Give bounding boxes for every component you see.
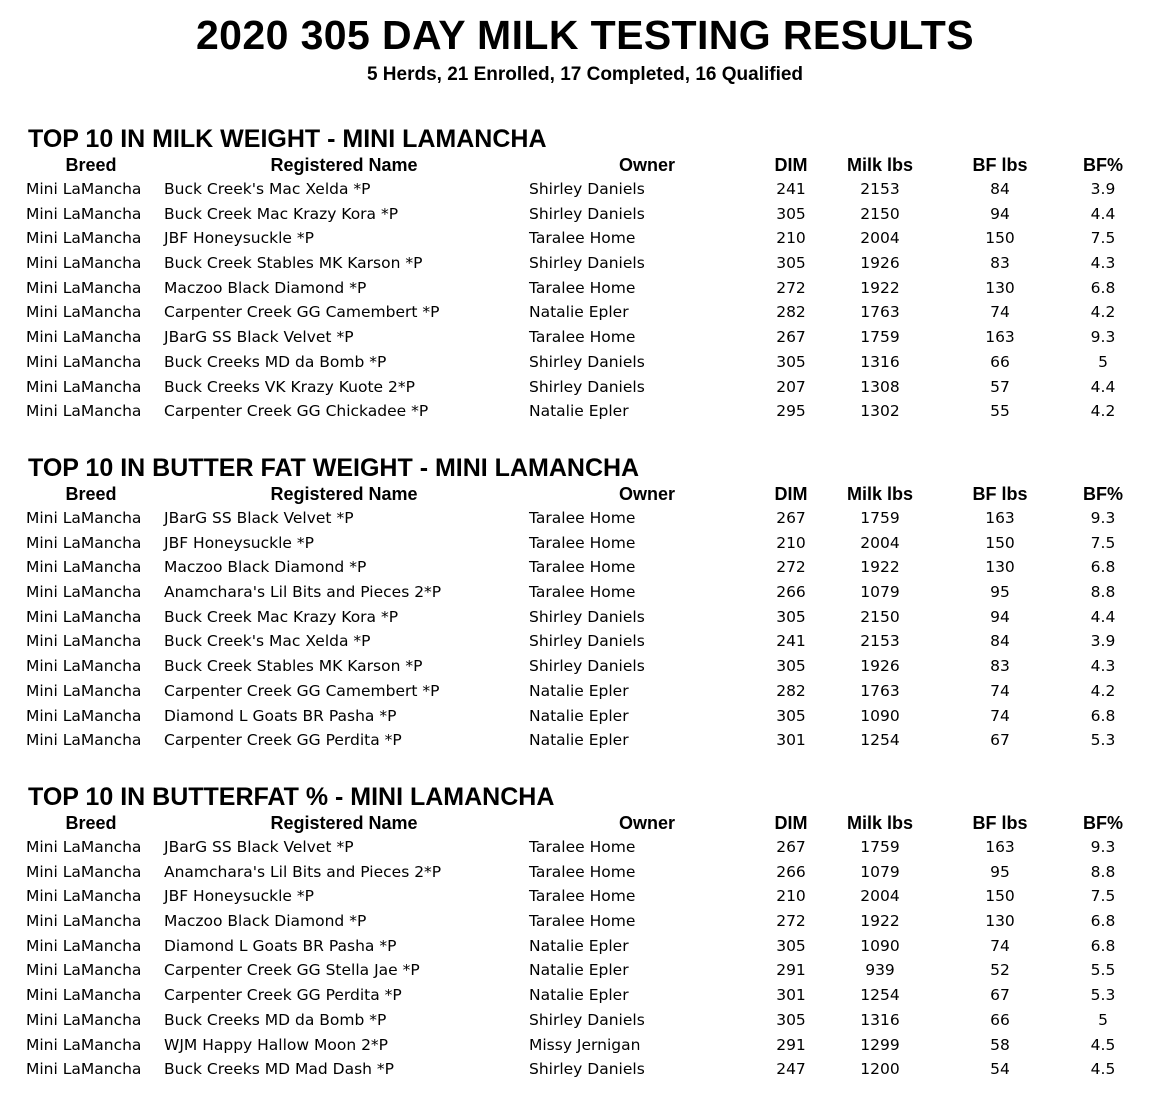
cell-bf-lbs: 150	[985, 887, 1015, 906]
cell-breed: Mini LaMancha	[26, 204, 142, 223]
section-title: TOP 10 IN MILK WEIGHT - MINI LAMANCHA	[28, 125, 547, 153]
cell-milk-lbs: 1922	[860, 912, 900, 931]
cell-bf-lbs: 94	[990, 607, 1010, 626]
cell-bf-lbs: 130	[985, 278, 1015, 297]
cell-breed: Mini LaMancha	[26, 706, 142, 725]
table-row	[0, 1008, 1170, 1033]
cell-milk-lbs: 1759	[860, 328, 900, 347]
cell-owner: Taralee Home	[529, 509, 636, 527]
column-header-bf-lbs: BF lbs	[972, 155, 1028, 175]
cell-milk-lbs: 2153	[860, 180, 900, 198]
cell-dim: 266	[776, 862, 806, 881]
cell-bf-percent: 7.5	[1090, 887, 1116, 906]
table-row	[0, 983, 1170, 1008]
table-row	[0, 909, 1170, 934]
cell-registered-name: Carpenter Creek GG Camembert *P	[164, 681, 440, 700]
cell-registered-name: JBF Honeysuckle *P	[164, 887, 314, 906]
cell-milk-lbs: 1302	[860, 402, 900, 421]
cell-dim: 291	[776, 961, 806, 980]
cell-bf-lbs: 66	[990, 352, 1010, 371]
cell-owner: Shirley Daniels	[529, 1010, 645, 1029]
cell-owner: Shirley Daniels	[529, 1060, 645, 1079]
section-title: TOP 10 IN BUTTER FAT WEIGHT - MINI LAMANCHA	[28, 454, 640, 482]
cell-milk-lbs: 2004	[860, 533, 900, 552]
section-title: TOP 10 IN BUTTERFAT % - MINI LAMANCHA	[28, 783, 555, 811]
cell-owner: Taralee Home	[529, 887, 636, 906]
cell-owner: Taralee Home	[529, 533, 636, 552]
cell-registered-name: WJM Happy Hallow Moon 2*P	[164, 1035, 389, 1054]
cell-milk-lbs: 1079	[860, 583, 900, 602]
column-header-breed: Breed	[65, 155, 117, 175]
cell-owner: Taralee Home	[529, 912, 636, 931]
cell-breed: Mini LaMancha	[26, 838, 142, 856]
cell-owner: Taralee Home	[529, 558, 636, 577]
cell-dim: 267	[776, 328, 806, 347]
cell-milk-lbs: 2153	[860, 632, 900, 651]
table-row	[0, 555, 1170, 580]
cell-bf-percent: 4.2	[1090, 303, 1116, 322]
cell-bf-lbs: 55	[990, 402, 1010, 421]
column-header-dim: DIM	[774, 155, 808, 175]
table-row	[0, 835, 1170, 860]
cell-owner: Shirley Daniels	[529, 632, 645, 651]
cell-breed: Mini LaMancha	[26, 731, 142, 750]
cell-milk-lbs: 1759	[860, 509, 900, 527]
table-body	[0, 177, 1170, 424]
cell-breed: Mini LaMancha	[26, 254, 142, 273]
cell-dim: 241	[776, 180, 806, 198]
cell-dim: 301	[776, 731, 806, 750]
cell-bf-percent: 4.3	[1090, 254, 1116, 273]
cell-bf-percent: 3.9	[1090, 180, 1116, 198]
cell-registered-name: Diamond L Goats BR Pasha *P	[164, 936, 397, 955]
column-header-dim: DIM	[774, 484, 808, 504]
cell-bf-percent: 4.4	[1090, 607, 1116, 626]
table-body	[0, 506, 1170, 753]
column-header-registered-name: Registered Name	[270, 484, 418, 504]
cell-owner: Shirley Daniels	[529, 657, 645, 676]
cell-dim: 267	[776, 509, 806, 527]
cell-owner: Taralee Home	[529, 583, 636, 602]
cell-registered-name: Maczoo Black Diamond *P	[164, 912, 367, 931]
cell-dim: 210	[776, 229, 806, 248]
cell-owner: Shirley Daniels	[529, 204, 645, 223]
cell-bf-percent: 8.8	[1090, 862, 1116, 881]
cell-milk-lbs: 1759	[860, 838, 900, 856]
cell-milk-lbs: 1090	[860, 706, 900, 725]
cell-registered-name: Carpenter Creek GG Chickadee *P	[164, 402, 429, 421]
section-milk-weight	[0, 124, 1170, 434]
cell-bf-percent: 9.3	[1090, 838, 1116, 856]
cell-bf-percent: 4.2	[1090, 681, 1116, 700]
cell-registered-name: Buck Creeks MD da Bomb *P	[164, 1010, 387, 1029]
cell-breed: Mini LaMancha	[26, 533, 142, 552]
cell-dim: 207	[776, 377, 806, 396]
cell-breed: Mini LaMancha	[26, 1035, 142, 1054]
cell-breed: Mini LaMancha	[26, 180, 142, 198]
cell-breed: Mini LaMancha	[26, 1010, 142, 1029]
table-row	[0, 728, 1170, 753]
cell-registered-name: JBarG SS Black Velvet *P	[164, 328, 354, 347]
cell-owner: Natalie Epler	[529, 731, 629, 750]
table-row	[0, 506, 1170, 531]
cell-bf-percent: 9.3	[1090, 328, 1116, 347]
cell-dim: 267	[776, 838, 806, 856]
column-header-owner: Owner	[618, 484, 675, 504]
cell-bf-lbs: 163	[985, 838, 1015, 856]
cell-milk-lbs: 1254	[860, 986, 900, 1005]
table-row	[0, 934, 1170, 959]
cell-bf-lbs: 95	[990, 862, 1010, 881]
table-row	[0, 704, 1170, 729]
cell-registered-name: Maczoo Black Diamond *P	[164, 278, 367, 297]
table-row	[0, 202, 1170, 227]
cell-bf-lbs: 94	[990, 204, 1010, 223]
cell-bf-percent: 6.8	[1090, 706, 1116, 725]
cell-registered-name: JBF Honeysuckle *P	[164, 229, 314, 248]
cell-bf-percent: 5	[1098, 1010, 1108, 1029]
cell-dim: 305	[776, 657, 806, 676]
cell-registered-name: Buck Creeks MD Mad Dash *P	[164, 1060, 395, 1079]
cell-bf-lbs: 67	[990, 986, 1010, 1005]
cell-registered-name: Buck Creek's Mac Xelda *P	[164, 632, 371, 651]
table-row	[0, 251, 1170, 276]
cell-bf-lbs: 74	[990, 303, 1010, 322]
cell-breed: Mini LaMancha	[26, 377, 142, 396]
cell-breed: Mini LaMancha	[26, 583, 142, 602]
cell-owner: Shirley Daniels	[529, 254, 645, 273]
table-row	[0, 860, 1170, 885]
cell-breed: Mini LaMancha	[26, 862, 142, 881]
cell-dim: 305	[776, 352, 806, 371]
cell-registered-name: Maczoo Black Diamond *P	[164, 558, 367, 577]
cell-dim: 241	[776, 632, 806, 651]
cell-breed: Mini LaMancha	[26, 402, 142, 421]
cell-registered-name: JBarG SS Black Velvet *P	[164, 509, 354, 527]
cell-bf-percent: 4.5	[1090, 1060, 1116, 1079]
column-header-registered-name: Registered Name	[270, 155, 418, 175]
cell-breed: Mini LaMancha	[26, 558, 142, 577]
cell-dim: 295	[776, 402, 806, 421]
column-header-bf-lbs: BF lbs	[972, 484, 1028, 504]
cell-bf-lbs: 83	[990, 254, 1010, 273]
cell-owner: Missy Jernigan	[529, 1035, 641, 1054]
cell-dim: 272	[776, 558, 806, 577]
cell-bf-lbs: 52	[990, 961, 1010, 980]
cell-dim: 272	[776, 278, 806, 297]
table-row	[0, 399, 1170, 424]
table-row	[0, 531, 1170, 556]
cell-dim: 305	[776, 706, 806, 725]
cell-milk-lbs: 2150	[860, 607, 900, 626]
table-row	[0, 654, 1170, 679]
cell-registered-name: Buck Creeks MD da Bomb *P	[164, 352, 387, 371]
cell-owner: Natalie Epler	[529, 961, 629, 980]
cell-registered-name: Buck Creeks VK Krazy Kuote 2*P	[164, 377, 415, 396]
table-body	[0, 835, 1170, 1082]
cell-milk-lbs: 1254	[860, 731, 900, 750]
cell-bf-lbs: 74	[990, 706, 1010, 725]
cell-bf-percent: 6.8	[1090, 936, 1116, 955]
cell-owner: Natalie Epler	[529, 681, 629, 700]
cell-owner: Shirley Daniels	[529, 352, 645, 371]
cell-registered-name: Buck Creek's Mac Xelda *P	[164, 180, 371, 198]
cell-bf-lbs: 67	[990, 731, 1010, 750]
cell-bf-lbs: 74	[990, 681, 1010, 700]
table-row	[0, 580, 1170, 605]
cell-bf-percent: 4.2	[1090, 402, 1116, 421]
cell-registered-name: Anamchara's Lil Bits and Pieces 2*P	[164, 583, 442, 602]
cell-breed: Mini LaMancha	[26, 352, 142, 371]
cell-bf-lbs: 74	[990, 936, 1010, 955]
table-row	[0, 276, 1170, 301]
cell-registered-name: Diamond L Goats BR Pasha *P	[164, 706, 397, 725]
cell-bf-percent: 9.3	[1090, 509, 1116, 527]
cell-bf-lbs: 84	[990, 632, 1010, 651]
table-row	[0, 226, 1170, 251]
column-header-bf-percent: BF%	[1083, 155, 1123, 175]
section-butterfat-weight	[0, 453, 1170, 763]
cell-registered-name: Buck Creek Mac Krazy Kora *P	[164, 204, 399, 223]
table-row	[0, 325, 1170, 350]
cell-bf-lbs: 84	[990, 180, 1010, 198]
cell-milk-lbs: 1200	[860, 1060, 900, 1079]
column-header-breed: Breed	[65, 484, 117, 504]
cell-bf-lbs: 66	[990, 1010, 1010, 1029]
cell-bf-percent: 8.8	[1090, 583, 1116, 602]
column-header-registered-name: Registered Name	[270, 813, 418, 833]
cell-milk-lbs: 1316	[860, 1010, 900, 1029]
column-header-milk-lbs: Milk lbs	[846, 155, 913, 175]
cell-dim: 291	[776, 1035, 806, 1054]
cell-breed: Mini LaMancha	[26, 303, 142, 322]
cell-dim: 305	[776, 254, 806, 273]
cell-milk-lbs: 1763	[860, 303, 900, 322]
cell-breed: Mini LaMancha	[26, 657, 142, 676]
cell-breed: Mini LaMancha	[26, 229, 142, 248]
cell-owner: Natalie Epler	[529, 936, 629, 955]
cell-bf-lbs: 95	[990, 583, 1010, 602]
cell-owner: Shirley Daniels	[529, 377, 645, 396]
cell-owner: Taralee Home	[529, 278, 636, 297]
cell-bf-percent: 5.3	[1090, 986, 1116, 1005]
cell-breed: Mini LaMancha	[26, 961, 142, 980]
cell-owner: Natalie Epler	[529, 303, 629, 322]
column-header-bf-percent: BF%	[1083, 484, 1123, 504]
cell-bf-lbs: 150	[985, 533, 1015, 552]
cell-milk-lbs: 1079	[860, 862, 900, 881]
table-row	[0, 375, 1170, 400]
cell-dim: 305	[776, 204, 806, 223]
cell-dim: 266	[776, 583, 806, 602]
cell-milk-lbs: 2004	[860, 229, 900, 248]
cell-breed: Mini LaMancha	[26, 509, 142, 527]
cell-registered-name: JBF Honeysuckle *P	[164, 533, 314, 552]
cell-dim: 301	[776, 986, 806, 1005]
cell-milk-lbs: 1922	[860, 278, 900, 297]
cell-dim: 282	[776, 681, 806, 700]
cell-owner: Taralee Home	[529, 862, 636, 881]
cell-milk-lbs: 2150	[860, 204, 900, 223]
cell-breed: Mini LaMancha	[26, 328, 142, 347]
cell-breed: Mini LaMancha	[26, 681, 142, 700]
cell-bf-lbs: 54	[990, 1060, 1010, 1079]
cell-bf-lbs: 163	[985, 328, 1015, 347]
cell-breed: Mini LaMancha	[26, 607, 142, 626]
cell-bf-percent: 7.5	[1090, 229, 1116, 248]
cell-breed: Mini LaMancha	[26, 887, 142, 906]
cell-dim: 247	[776, 1060, 806, 1079]
cell-bf-lbs: 150	[985, 229, 1015, 248]
table-row	[0, 177, 1170, 202]
cell-bf-percent: 6.8	[1090, 912, 1116, 931]
cell-milk-lbs: 939	[865, 961, 895, 980]
cell-bf-lbs: 130	[985, 912, 1015, 931]
cell-milk-lbs: 1922	[860, 558, 900, 577]
cell-dim: 210	[776, 533, 806, 552]
column-header-milk-lbs: Milk lbs	[846, 813, 913, 833]
cell-dim: 305	[776, 936, 806, 955]
cell-dim: 282	[776, 303, 806, 322]
table-row	[0, 629, 1170, 654]
cell-registered-name: Buck Creek Mac Krazy Kora *P	[164, 607, 399, 626]
cell-registered-name: Buck Creek Stables MK Karson *P	[164, 254, 423, 273]
cell-bf-percent: 4.4	[1090, 377, 1116, 396]
cell-dim: 305	[776, 1010, 806, 1029]
page-title: 2020 305 DAY MILK TESTING RESULTS	[195, 12, 974, 58]
cell-dim: 305	[776, 607, 806, 626]
cell-bf-percent: 5	[1098, 352, 1108, 371]
table-row	[0, 350, 1170, 375]
column-header-breed: Breed	[65, 813, 117, 833]
cell-bf-percent: 5.5	[1090, 961, 1116, 980]
cell-breed: Mini LaMancha	[26, 278, 142, 297]
table-row	[0, 605, 1170, 630]
cell-milk-lbs: 1090	[860, 936, 900, 955]
column-header-bf-percent: BF%	[1083, 813, 1123, 833]
table-row	[0, 1033, 1170, 1058]
cell-dim: 272	[776, 912, 806, 931]
cell-bf-percent: 3.9	[1090, 632, 1116, 651]
cell-bf-lbs: 163	[985, 509, 1015, 527]
table-row	[0, 1057, 1170, 1082]
cell-bf-percent: 6.8	[1090, 278, 1116, 297]
cell-registered-name: Carpenter Creek GG Stella Jae *P	[164, 961, 420, 980]
cell-breed: Mini LaMancha	[26, 632, 142, 651]
cell-breed: Mini LaMancha	[26, 1060, 142, 1079]
cell-owner: Taralee Home	[529, 229, 636, 248]
cell-bf-percent: 6.8	[1090, 558, 1116, 577]
cell-bf-lbs: 130	[985, 558, 1015, 577]
cell-breed: Mini LaMancha	[26, 912, 142, 931]
cell-bf-lbs: 57	[990, 377, 1010, 396]
column-header-owner: Owner	[618, 155, 675, 175]
cell-owner: Taralee Home	[529, 838, 636, 856]
cell-breed: Mini LaMancha	[26, 986, 142, 1005]
cell-milk-lbs: 1316	[860, 352, 900, 371]
cell-registered-name: Buck Creek Stables MK Karson *P	[164, 657, 423, 676]
page-subtitle: 5 Herds, 21 Enrolled, 17 Completed, 16 Qualified	[366, 64, 804, 85]
cell-registered-name: Anamchara's Lil Bits and Pieces 2*P	[164, 862, 442, 881]
column-header-bf-lbs: BF lbs	[972, 813, 1028, 833]
section-butterfat-percent	[0, 782, 1170, 1092]
cell-milk-lbs: 1926	[860, 254, 900, 273]
cell-owner: Shirley Daniels	[529, 607, 645, 626]
cell-owner: Natalie Epler	[529, 706, 629, 725]
cell-registered-name: Carpenter Creek GG Perdita *P	[164, 731, 402, 750]
table-row	[0, 884, 1170, 909]
cell-bf-percent: 4.4	[1090, 204, 1116, 223]
cell-bf-percent: 4.5	[1090, 1035, 1116, 1054]
cell-registered-name: JBarG SS Black Velvet *P	[164, 838, 354, 856]
cell-milk-lbs: 1308	[860, 377, 900, 396]
cell-bf-percent: 4.3	[1090, 657, 1116, 676]
column-header-dim: DIM	[774, 813, 808, 833]
cell-milk-lbs: 1926	[860, 657, 900, 676]
table-row	[0, 300, 1170, 325]
cell-milk-lbs: 1763	[860, 681, 900, 700]
cell-owner: Natalie Epler	[529, 986, 629, 1005]
column-header-milk-lbs: Milk lbs	[846, 484, 913, 504]
cell-bf-lbs: 58	[990, 1035, 1010, 1054]
cell-breed: Mini LaMancha	[26, 936, 142, 955]
table-row	[0, 679, 1170, 704]
cell-bf-percent: 5.3	[1090, 731, 1116, 750]
cell-registered-name: Carpenter Creek GG Camembert *P	[164, 303, 440, 322]
table-row	[0, 958, 1170, 983]
cell-registered-name: Carpenter Creek GG Perdita *P	[164, 986, 402, 1005]
cell-milk-lbs: 1299	[860, 1035, 900, 1054]
cell-dim: 210	[776, 887, 806, 906]
cell-milk-lbs: 2004	[860, 887, 900, 906]
column-header-owner: Owner	[618, 813, 675, 833]
cell-bf-percent: 7.5	[1090, 533, 1116, 552]
cell-owner: Shirley Daniels	[529, 180, 645, 198]
cell-bf-lbs: 83	[990, 657, 1010, 676]
cell-owner: Taralee Home	[529, 328, 636, 347]
cell-owner: Natalie Epler	[529, 402, 629, 421]
